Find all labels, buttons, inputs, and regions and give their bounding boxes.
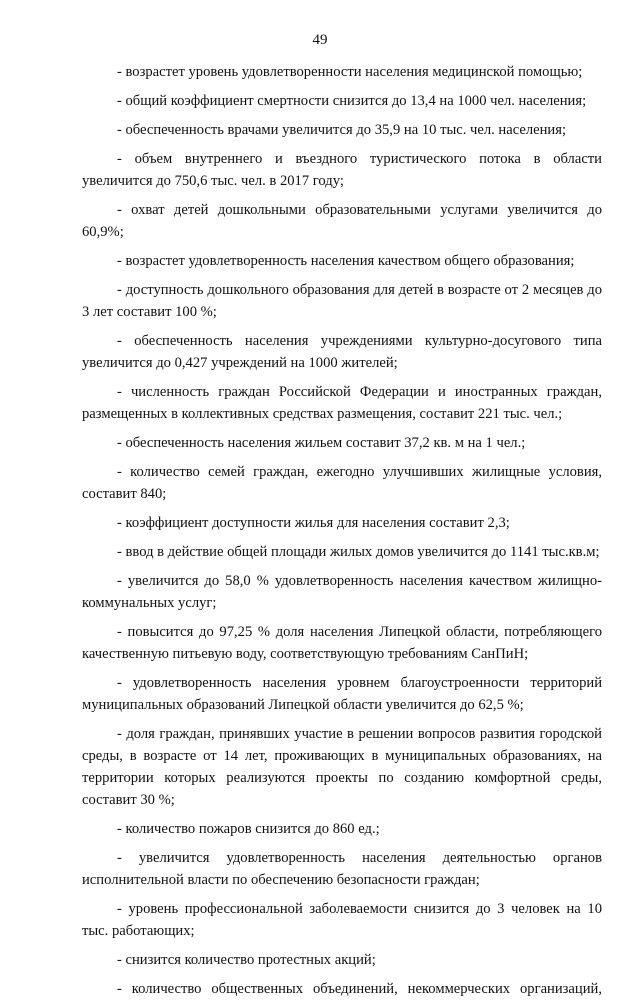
list-item: - увеличится до 58,0 % удовлетворенность населения качеством жилищно-коммунальных услуг;	[82, 573, 602, 611]
list-item: - количество общественных объединений, некоммерческих организаций,	[117, 981, 602, 997]
list-item: - удовлетворенность населения уровнем благоустроенности территорий муниципальных образований Липецкой области увеличится до 62,5 %;	[82, 675, 602, 713]
page-number: 49	[312, 32, 328, 48]
list-item: - снизится количество протестных акций;	[117, 952, 376, 968]
list-item: - доступность дошкольного образования для детей в возрасте от 2 месяцев до 3 лет составит 100 %;	[82, 282, 602, 320]
document-body	[82, 61, 602, 1007]
list-item: - возрастет удовлетворенность населения качеством общего образования;	[117, 253, 575, 269]
list-item: - количество пожаров снизится до 860 ед.;	[117, 821, 380, 837]
list-item: - коэффициент доступности жилья для населения составит 2,3;	[117, 515, 510, 531]
list-item: - возрастет уровень удовлетворенности населения медицинской помощью;	[117, 64, 583, 80]
list-item: - охват детей дошкольными образовательными услугами увеличится до 60,9%;	[82, 202, 602, 240]
list-item: - увеличится удовлетворенность населения деятельностью органов исполнительной власти по обеспечению безопасности граждан;	[82, 850, 602, 888]
list-item: - обеспеченность населения жильем составит 37,2 кв. м на 1 чел.;	[117, 435, 526, 451]
list-item: - количество семей граждан, ежегодно улучшивших жилищные условия, составит 840;	[82, 464, 602, 502]
list-item: - численность граждан Российской Федерации и иностранных граждан, размещенных в коллективных средствах размещения, составит 221 тыс. чел.;	[82, 384, 602, 422]
list-item: - повысится до 97,25 % доля населения Липецкой области, потребляющего качественную питьевую воду, соответствующую требованиям СанПиН;	[82, 624, 602, 662]
list-item: - ввод в действие общей площади жилых домов увеличится до 1141 тыс.кв.м;	[117, 544, 600, 560]
list-item: - уровень профессиональной заболеваемости снизится до 3 человек на 10 тыс. работающих;	[82, 901, 602, 939]
list-item: - обеспеченность врачами увеличится до 35,9 на 10 тыс. чел. населения;	[117, 122, 567, 138]
list-item: - объем внутреннего и въездного туристического потока в области увеличится до 750,6 тыс. чел. в 2017 году;	[82, 151, 602, 189]
list-item: - обеспеченность населения учреждениями культурно-досугового типа увеличится до 0,427 учреждений на 1000 жителей;	[82, 333, 602, 371]
list-item: - общий коэффициент смертности снизится до 13,4 на 1000 чел. населения;	[117, 93, 587, 109]
list-item: - доля граждан, принявших участие в решении вопросов развития городской среды, в возрасте от 14 лет, проживающих в муниципальных образованиях, на территории которых реализуются проекты по созданию комфортной среды, составит 30 %;	[82, 726, 602, 808]
